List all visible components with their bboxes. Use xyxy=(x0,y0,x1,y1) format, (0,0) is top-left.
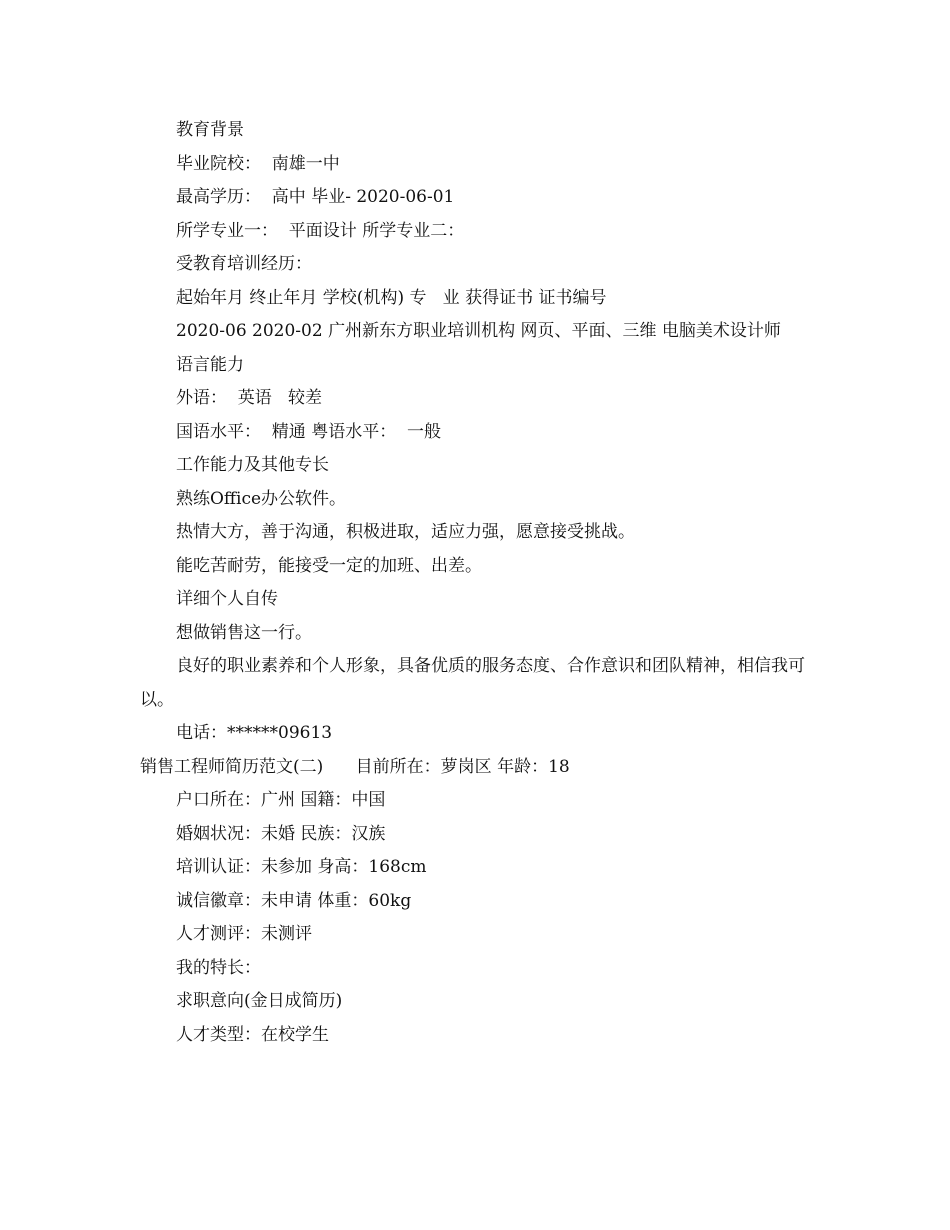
paragraph-9: 外语： 英语 较差 xyxy=(176,388,323,408)
paragraph-12: 熟练Office办公软件。 xyxy=(176,488,347,509)
paragraph-13: 热情大方，善于沟通，积极进取，适应力强，愿意接受挑战。 xyxy=(176,522,635,542)
paragraph-26: 求职意向(金日成简历) xyxy=(176,991,343,1011)
paragraph-16: 想做销售这一行。 xyxy=(176,622,312,643)
paragraph-15: 详细个人自传 xyxy=(176,589,278,609)
paragraph-4: 所学专业一： 平面设计 所学专业二： xyxy=(176,220,465,241)
paragraph-8: 语言能力 xyxy=(176,354,244,375)
paragraph-2: 毕业院校： 南雄一中 xyxy=(176,153,340,174)
paragraph-14: 能吃苦耐劳，能接受一定的加班、出差。 xyxy=(176,555,482,576)
paragraph-6: 起始年月 终止年月 学校(机构) 专 业 获得证书 证书编号 xyxy=(176,287,607,308)
paragraph-18: 电话：******09613 xyxy=(176,723,333,743)
paragraph-7: 2020-06 2020-02 广州新东方职业培训机构 网页、平面、三维 电脑美术设计师 xyxy=(176,321,781,341)
paragraph-22: 培训认证：未参加 身高：168cm xyxy=(176,857,427,877)
paragraph-27: 人才类型：在校学生 xyxy=(176,1024,329,1045)
paragraph-19: 销售工程师简历范文(二) 目前所在：萝岗区 年龄：18 xyxy=(140,756,570,777)
document-body xyxy=(140,114,812,1052)
paragraph-10: 国语水平： 精通 粤语水平： 一般 xyxy=(176,421,442,442)
paragraph-11: 工作能力及其他专长 xyxy=(176,455,329,475)
paragraph-24: 人才测评：未测评 xyxy=(176,924,312,944)
paragraph-17: 良好的职业素养和个人形象，具备优质的服务态度、合作意识和团队精神，相信我可以。 xyxy=(140,656,805,710)
paragraph-23: 诚信徽章：未申请 体重：60kg xyxy=(176,890,412,911)
paragraph-5: 受教育培训经历： xyxy=(176,254,312,274)
paragraph-20: 户口所在：广州 国籍：中国 xyxy=(176,790,386,810)
paragraph-25: 我的特长： xyxy=(176,957,261,978)
paragraph-1: 教育背景 xyxy=(176,120,244,140)
paragraph-3: 最高学历： 高中 毕业- 2020-06-01 xyxy=(176,187,455,207)
paragraph-21: 婚姻状况：未婚 民族：汉族 xyxy=(176,823,386,844)
